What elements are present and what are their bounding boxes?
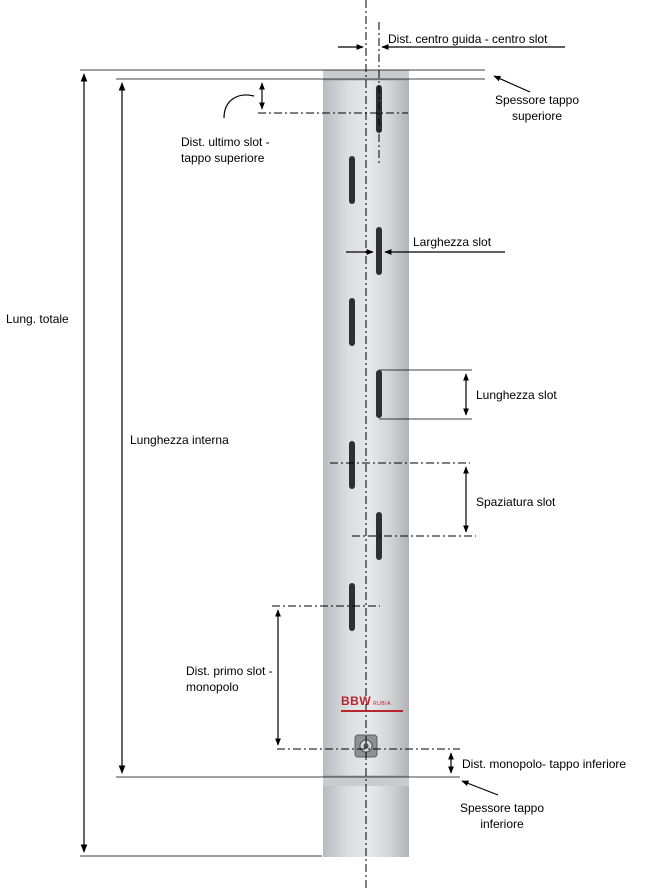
total-length-label: Lung. totale xyxy=(6,312,69,326)
slot-length-label: Lunghezza slot xyxy=(476,388,557,402)
brand-logo-subtext: RUBIA xyxy=(373,701,391,707)
first-slot-distance-label xyxy=(186,663,273,695)
reference-lines xyxy=(80,70,485,856)
slot-width-label: Larghezza slot xyxy=(413,235,492,249)
last-slot-distance-label xyxy=(181,134,270,166)
last-slot-distance-line2: tappo superiore xyxy=(181,151,265,165)
monopole-bottom-distance-label: Dist. monopolo- tappo inferiore xyxy=(462,757,627,771)
slot-spacing-label: Spaziatura slot xyxy=(476,495,556,509)
bottom-cap-thickness-line1: Spessore tappo xyxy=(459,801,545,815)
first-slot-distance-line2: monopolo xyxy=(186,680,239,694)
brand-logo-underline xyxy=(341,710,403,712)
last-slot-distance-line1: Dist. ultimo slot - xyxy=(181,135,270,149)
internal-length-label: Lunghezza interna xyxy=(130,433,229,447)
slot xyxy=(349,441,355,489)
bottom-cap-thickness-label xyxy=(452,800,552,832)
slot xyxy=(349,156,355,204)
top-cap-thickness-line1: Spessore tappo xyxy=(494,93,580,107)
slot xyxy=(376,370,382,418)
brand-logo xyxy=(341,694,391,708)
guide-center-distance-label: Dist. centro guida - centro slot xyxy=(388,32,548,46)
last-slot-leader xyxy=(224,95,254,118)
top-cap-thickness-line2: superiore xyxy=(511,109,563,123)
bottom-cap-thickness-line2: inferiore xyxy=(480,817,524,831)
slot xyxy=(349,298,355,346)
bottom-cap-leader xyxy=(462,781,498,795)
top-cap-leader xyxy=(494,76,530,92)
first-slot-distance-line1: Dist. primo slot - xyxy=(186,664,273,678)
top-cap-thickness-label xyxy=(487,92,587,124)
brand-logo-text: BBW xyxy=(341,694,372,708)
slot xyxy=(349,583,355,631)
slot xyxy=(376,227,382,275)
